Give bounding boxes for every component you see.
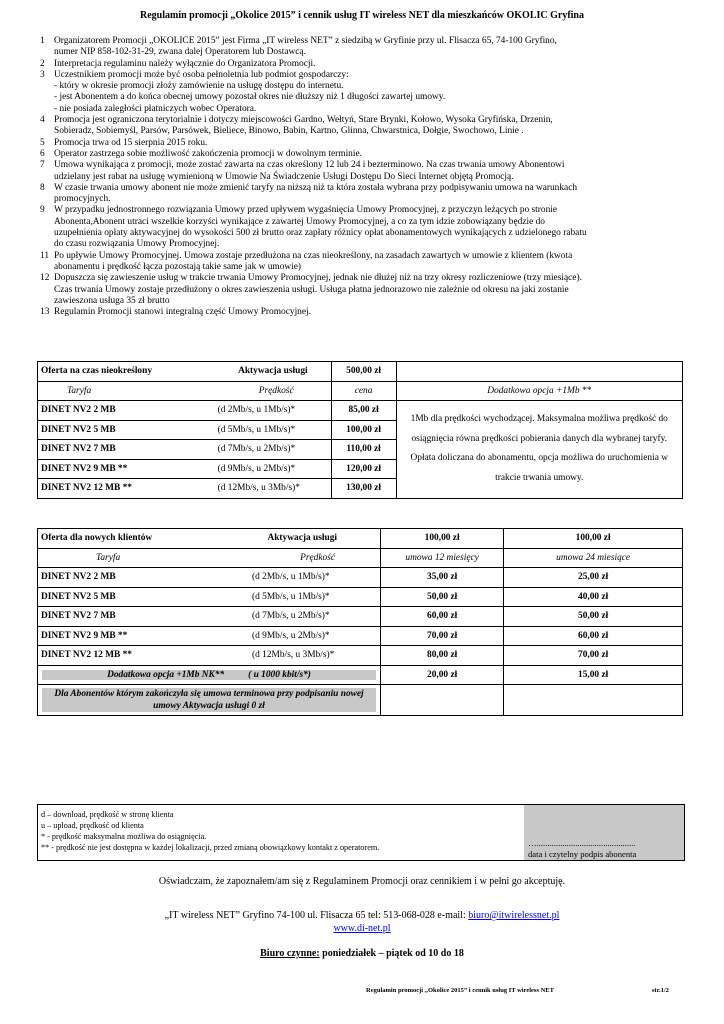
rule-number: 11 [40,250,50,261]
t1-offer-header: Oferta na czas nieokreślony Aktywacja usługi [38,362,332,382]
rule-text: Operator zastrzega sobie możliwość zakończenia promocji w dowolnym terminie. [54,148,362,159]
rule-item [40,36,688,59]
table-indefinite-offer [37,361,683,499]
t1-col-option: Dodatkowa opcja +1Mb ** [396,381,682,401]
t1-col-headers: Taryfa Prędkość [38,381,332,401]
rule-text: Umowa wynikająca z promocji, może zostać zawarta na czas określony 12 lub 24 i bezterminowo. Na czas trwania umowy Abonentowi udzielany jest rabat na usługę wymienioną w Umowie Na Świadczenie Usługi Dostępu Do Sieci Internet objętą Promocją. [54,160,565,182]
rule-text: W czasie trwania umowy abonent nie może zmienić taryfy na niższą niż ta która została wybrana przy podpisywaniu umowa na warunkach promocyjnych. [54,182,578,205]
declaration: Oświadczam, że zapoznałem/am się z Regulaminem Promocji oraz cennikiem i w pełni go akceptuję. [158,876,566,887]
t2-price-12-cell: 60,00 zł [381,607,504,627]
rule-item [40,183,688,206]
t2-offer-header: Oferta dla nowych klientów Aktywacja usługi [38,529,381,549]
rule-text: Promocja trwa od 15 sierpnia 2015 roku. [54,137,208,148]
contact-line: „IT wireless NET” Gryfino 74-100 ul. Flisacza 65 tel: 513-068-028 e-mail: [164,910,469,921]
office-hours-value: poniedziałek – piątek od 10 do 18 [319,948,464,959]
rule-number: 3 [40,69,45,80]
rule-text: Promocja jest ograniczona terytorialnie i dotyczy miejscowości Gardno, Wełtyń, Stare Brynki, Kołowo, Wysoka Gryfińska, Drzenin, Sobieradz, Sobiemyśl, Parsów, Parsówek, Bieliece, Binowo, Babin, Kartno, Glinna, Chwarstnica, Dołgie, Swochowo, Linie . [54,115,553,137]
rule-number: 12 [40,273,50,284]
rule-text: Dopuszcza się zawieszenie usług w trakcie trwania Umowy Promocyjnej, jednak nie dłużej niż na trzy okresy rozliczeniowe (trzy miesiące). Czas trwania Umowy zostaje przedłużony o okres zawieszenia usługi. Usługa płatna jednorazowo nie zależnie od okresu na jaki zostanie zawieszona usługa 35 zł brutto [54,273,582,306]
t2-price-24-cell: 60,00 zł [504,626,683,646]
rule-item [40,273,688,307]
t2-col-headers: Taryfa Prędkość [38,548,381,568]
t1-price-cell: 110,00 zł [331,440,396,460]
table-row [38,587,683,607]
t2-option-row: Dodatkowa opcja +1Mb NK** ( u 1000 kbit/s*) [38,665,381,685]
rule-text: Po upływie Umowy Promocyjnej. Umowa zostaje przedłużona na czas nieokreślony, na zasadach zawartych w umowie z klientem (kwota abonamentu i prędkość łącza pozostają takie same jak w umowie) [54,250,573,272]
t2-tariff-cell: DINET NV2 9 MB ** (d 9Mb/s, u 2Mb/s)* [38,626,381,646]
t2-option-24: 15,00 zł [504,665,683,685]
rule-item [40,70,688,115]
signature-box[interactable] [524,805,684,860]
t1-tariff-cell: DINET NV2 12 MB ** (d 12Mb/s, u 3Mb/s)* [38,479,332,499]
rule-item [40,149,688,160]
document-title: Regulamin promocji „Okolice 2015” i cennik usług IT wireless NET dla mieszkańców OKOLIC Gryfina [139,10,584,21]
t2-tariff-cell: DINET NV2 5 MB (d 5Mb/s, u 1Mb/s)* [38,587,381,607]
email-link[interactable]: biuro@itwirelessnet.pl [468,910,560,921]
rule-number: 6 [40,148,45,159]
t1-tariff-cell: DINET NV2 2 MB (d 2Mb/s, u 1Mb/s)* [38,401,332,421]
rule-item [40,205,688,250]
t1-price-cell: 85,00 zł [331,401,396,421]
t1-price-cell: 100,00 zł [331,420,396,440]
rules-list [40,36,688,318]
t2-note-empty-24 [504,685,683,716]
t1-tariff-cell: DINET NV2 5 MB (d 5Mb/s, u 1Mb/s)* [38,420,332,440]
table-row [38,646,683,666]
t1-price-cell: 120,00 zł [331,459,396,479]
contact-block [0,909,724,935]
table-row [38,626,683,646]
office-hours-label: Biuro czynne: [260,948,320,959]
t1-option-description: 1Mb dla prędkości wychodzącej. Maksymalna możliwa prędkość do osiągnięcia równa prędkości pobierania danych dla wybranej taryfy. Opłata doliczana do abonamentu, opcja możliwa do uruchomienia w trakcie trwania umowy. [396,401,682,499]
t2-price-24-cell: 50,00 zł [504,607,683,627]
t2-price-12-cell: 35,00 zł [381,568,504,588]
rule-number: 5 [40,137,45,148]
rule-item [40,59,688,70]
rule-number: 1 [40,36,45,46]
footer-text: Regulamin promocji „Okolice 2015” i cennik usług IT wireless NET [366,987,554,994]
rule-text: W przypadku jednostronnego rozwiązania Umowy przed upływem wygaśnięcia Umowy Promocyjnej, z przyczyn leżących po stronie Abonenta,Abonent utraci wszelkie korzyści wynikające z zawartej Umowy Promocyjnej, a co za tym idzie zobowiązany będzie do uzupełnienia opłaty aktywacyjnej do wysokości 500 zł brutto oraz zapłaty różnicy opłat abonamentowych wynikających z udzielonego rabatu do czasu rozwiązania Umowy Promocyjnej. [54,205,587,250]
t2-note-row: Dla Abonentów którym zakończyła się umowa terminowa przy podpisaniu nowej umowy Aktywacja usługi 0 zł [38,685,381,716]
page-number: str.1/2 [652,987,669,994]
rule-number: 7 [40,160,45,171]
legend-line: d – download, prędkość w stronę klienta [41,810,174,819]
t2-tariff-cell: DINET NV2 2 MB (d 2Mb/s, u 1Mb/s)* [38,568,381,588]
t1-price-cell: 130,00 zł [331,479,396,499]
rule-item [40,307,688,318]
website-link[interactable]: www.di-net.pl [333,923,391,934]
t2-price-12-cell: 80,00 zł [381,646,504,666]
t2-note-empty-12 [381,685,504,716]
rule-text: Interpretacja regulaminu należy wyłącznie do Organizatora Promocji. [54,58,316,69]
t2-col-12: umowa 12 miesięcy [381,548,504,568]
table-row [38,568,683,588]
rule-item [40,115,688,138]
table-new-clients-offer [37,528,683,716]
rule-number: 8 [40,182,45,193]
rule-text: Regulamin Promocji stanowi integralną część Umowy Promocyjnej. [54,307,311,318]
rule-number: 4 [40,115,45,126]
t2-col-24: umowa 24 miesiące [504,548,683,568]
rule-number: 9 [40,205,45,216]
t2-option-12: 20,00 zł [381,665,504,685]
t2-tariff-cell: DINET NV2 12 MB ** (d 12Mb/s, u 3Mb/s)* [38,646,381,666]
t2-tariff-cell: DINET NV2 7 MB (d 7Mb/s, u 2Mb/s)* [38,607,381,627]
t2-price-12-cell: 70,00 zł [381,626,504,646]
rule-item [40,138,688,149]
t2-price-24-cell: 25,00 zł [504,568,683,588]
office-hours [0,948,724,959]
rule-item [40,251,688,274]
legend-box [37,804,685,861]
legend-line: u – upload, prędkość od klienta [41,821,144,830]
t1-empty [396,362,682,382]
rule-number: 2 [40,58,45,69]
table-row [38,607,683,627]
signature-label: data i czytelny podpis abonenta [528,849,637,859]
rule-text: Uczestnikiem promocji może być osoba pełnoletnia lub podmiot gospodarczy: - który w okresie promocji złoży zamówienie na usługę dostępu do internetu. - jest Abonentem a do końca obecnej umowy pozostał okres nie dłuższy niż 1 długości zawartej umowy. - nie posiada zaległości płatniczych wobec Operatora. [54,69,446,114]
signature-dots: ….............................................. [528,838,636,848]
t1-tariff-cell: DINET NV2 7 MB (d 7Mb/s, u 2Mb/s)* [38,440,332,460]
rule-item [40,160,688,183]
t2-price-24-cell: 40,00 zł [504,587,683,607]
t2-activation-24: 100,00 zł [504,529,683,549]
t1-col-price: cena [331,381,396,401]
t1-tariff-cell: DINET NV2 9 MB ** (d 9Mb/s, u 2Mb/s)* [38,459,332,479]
rule-text: Organizatorem Promocji „OKOLICE 2015” jest Firma „IT wireless NET” z siedzibą w Gryfinie przy ul. Flisacza 65, 74-100 Gryfino, numer NIP 858-102-31-29, zwana dalej Operatorem lub Dostawcą. [54,36,557,58]
legend-line: ** - prędkość nie jest dostępna w każdej lokalizacji, przed zmianą obowiązkowy kontakt z operatorem. [41,843,380,852]
t2-price-12-cell: 50,00 zł [381,587,504,607]
t2-price-24-cell: 70,00 zł [504,646,683,666]
rule-number: 13 [40,307,50,318]
t2-activation-12: 100,00 zł [381,529,504,549]
legend-lines [41,809,379,853]
table-row [38,401,683,421]
legend-line: * - prędkość maksymalna możliwa do osiągnięcia. [41,832,207,841]
t1-activation-price: 500,00 zł [331,362,396,382]
